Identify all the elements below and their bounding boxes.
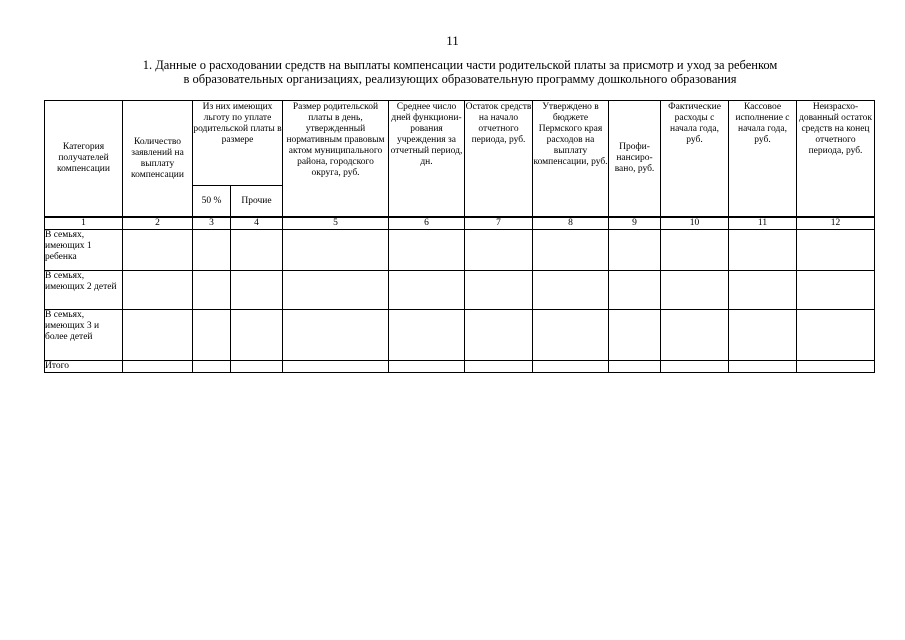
header-actual-expenses: Фактические расходы с начала года, руб. — [661, 101, 729, 218]
table-cell — [661, 310, 729, 361]
column-number: 9 — [609, 217, 661, 230]
row-category: В семьях, имеющих 3 и более детей — [45, 310, 123, 361]
table-row — [45, 230, 875, 271]
column-number: 6 — [389, 217, 465, 230]
table-cell — [231, 230, 283, 271]
table-cell — [193, 361, 231, 373]
table-cell — [661, 230, 729, 271]
table-cell — [729, 230, 797, 271]
header-closing-balance: Неизрасхо-дованный остаток средств на конец отчетного периода, руб. — [797, 101, 875, 218]
table-cell — [533, 310, 609, 361]
table-cell — [533, 271, 609, 310]
table-cell — [465, 230, 533, 271]
table-cell — [465, 310, 533, 361]
table-cell — [661, 271, 729, 310]
column-number: 4 — [231, 217, 283, 230]
table-cell — [389, 230, 465, 271]
column-number: 1 — [45, 217, 123, 230]
document-title-line-1: 1. Данные о расходовании средств на выплаты компенсации части родительской платы за присмотр и уход за ребенком — [142, 58, 778, 72]
header-opening-balance: Остаток средств на начало отчетного периода, руб. — [465, 101, 533, 218]
column-number-row — [45, 217, 875, 230]
row-category: В семьях, имеющих 1 ребенка — [45, 230, 123, 271]
table-row — [45, 271, 875, 310]
table-cell — [389, 310, 465, 361]
column-number: 8 — [533, 217, 609, 230]
table-cell — [123, 361, 193, 373]
table-cell — [609, 361, 661, 373]
column-number: 3 — [193, 217, 231, 230]
header-cash-execution: Кассовое исполнение с начала года, руб. — [729, 101, 797, 218]
table-cell — [123, 230, 193, 271]
header-category: Категория получателей компенсации — [45, 101, 123, 218]
header-avg-operating-days: Среднее число дней функциони-рования учреждения за отчетный период, дн. — [389, 101, 465, 218]
table-cell — [231, 271, 283, 310]
table-cell — [797, 230, 875, 271]
table-cell — [283, 310, 389, 361]
header-benefit-50-percent: 50 % — [193, 186, 231, 218]
total-row — [45, 361, 875, 373]
table-cell — [389, 361, 465, 373]
table-cell — [729, 310, 797, 361]
table-cell — [533, 230, 609, 271]
column-number: 5 — [283, 217, 389, 230]
header-benefit-other: Прочие — [231, 186, 283, 218]
table-cell — [283, 361, 389, 373]
header-application-count: Количество заявлений на выплату компенсации — [123, 101, 193, 218]
table-cell — [609, 310, 661, 361]
table-cell — [123, 310, 193, 361]
table-header — [45, 101, 875, 218]
table-cell — [533, 361, 609, 373]
table-cell — [797, 361, 875, 373]
table-cell — [729, 361, 797, 373]
compensation-expenditure-table — [44, 100, 875, 373]
column-number: 7 — [465, 217, 533, 230]
document-title-line-2: в образовательных организациях, реализующих образовательную программу дошкольного образования — [183, 72, 737, 86]
row-category: В семьях, имеющих 2 детей — [45, 271, 123, 310]
header-approved-budget: Утверждено в бюджете Пермского края расходов на выплату компенсации, руб. — [533, 101, 609, 218]
table-cell — [661, 361, 729, 373]
column-number: 11 — [729, 217, 797, 230]
table-cell — [609, 230, 661, 271]
table-cell — [797, 271, 875, 310]
table-cell — [123, 271, 193, 310]
header-parent-fee-per-day: Размер родительской платы в день, утвержденный нормативным правовым актом муниципального района, городского округа, руб. — [283, 101, 389, 218]
table-cell — [609, 271, 661, 310]
table-row — [45, 310, 875, 361]
table-cell — [231, 361, 283, 373]
header-benefit-group: Из них имеющих льготу по уплате родительской платы в размере — [193, 101, 283, 186]
column-number: 2 — [123, 217, 193, 230]
row-category: Итого — [45, 361, 123, 373]
table-cell — [283, 271, 389, 310]
table-cell — [231, 310, 283, 361]
table-cell — [283, 230, 389, 271]
table-cell — [193, 271, 231, 310]
document-title — [40, 58, 880, 86]
page-number: 11 — [446, 33, 459, 48]
table-cell — [193, 310, 231, 361]
column-number: 10 — [661, 217, 729, 230]
header-financed: Профи-нансиро-вано, руб. — [609, 101, 661, 218]
table-cell — [389, 271, 465, 310]
table-cell — [465, 361, 533, 373]
table-cell — [797, 310, 875, 361]
table-cell — [193, 230, 231, 271]
column-number: 12 — [797, 217, 875, 230]
table-cell — [465, 271, 533, 310]
table-cell — [729, 271, 797, 310]
